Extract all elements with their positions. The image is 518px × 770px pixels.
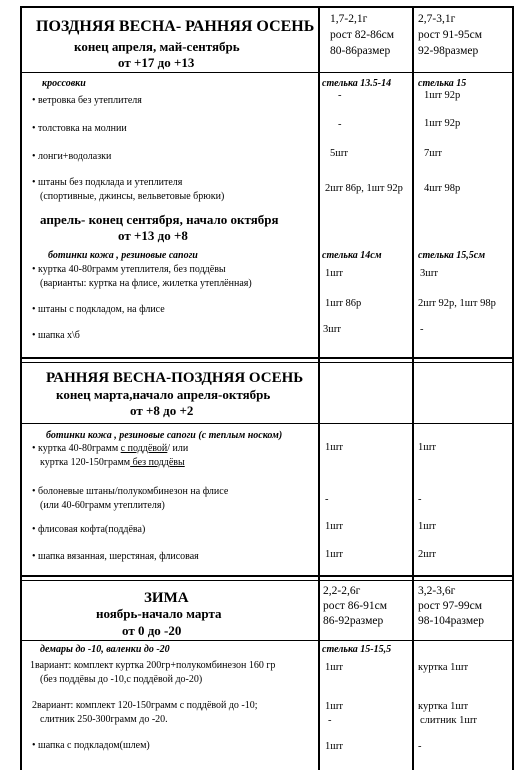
item-label: 1вариант: комплект куртка 200гр+полукомбинезон 160 гр — [30, 660, 276, 671]
size-col2-age: 2,7-3,1г — [418, 13, 456, 25]
size-col2-height: рост 91-95см — [418, 29, 483, 41]
row-divider — [20, 423, 514, 424]
list-item: • флисовая кофта(поддёва) — [32, 524, 146, 535]
item-qty-col2: 4шт 98р — [424, 183, 461, 194]
item-label: шапка вязанная, шерстяная, флисовая — [38, 551, 199, 562]
list-item — [30, 660, 275, 672]
section-months: ноябрь-начало марта — [96, 606, 222, 621]
list-item: • штаны с подкладом, на флисе — [32, 304, 165, 315]
column-divider-1 — [318, 6, 320, 770]
item-label-note: (или 40-60грамм утеплителя) — [40, 500, 165, 511]
size-col2-height: рост 97-99см — [418, 600, 483, 612]
item-qty-col1: - — [325, 494, 329, 505]
item-qty-col1: 1шт — [325, 268, 343, 279]
list-item: • ветровка без утеплителя — [32, 95, 142, 106]
item-label-underlined: без поддёвы — [130, 457, 185, 468]
shoes-label: демары до -10, валенки до -20 — [40, 644, 170, 655]
list-item: • шапка с подкладом(шлем) — [32, 740, 150, 751]
item-qty-col2: - — [418, 741, 422, 752]
insole-col2: стелька 15 — [418, 78, 467, 89]
row-divider — [20, 72, 514, 73]
item-qty-col2: куртка 1шт — [418, 662, 469, 673]
item-qty-col2: - — [418, 494, 422, 505]
section-title: РАННЯЯ ВЕСНА-ПОЗДНЯЯ ОСЕНЬ — [46, 370, 304, 386]
section-divider — [20, 575, 514, 577]
shoes-label: ботинки кожа , резиновые сапоги — [48, 250, 198, 261]
section-title: ЗИМА — [144, 590, 189, 606]
item-qty-col2: 7шт — [424, 148, 442, 159]
item-label: шапка с подкладом(шлем) — [38, 740, 150, 751]
item-label-underlined: с поддёвой — [120, 443, 168, 454]
item-qty-col1: 1шт — [325, 521, 343, 532]
item-label-note: (спортивные, джинсы, вельветовые брюки) — [40, 191, 225, 202]
size-col1-height: рост 86-91см — [323, 600, 388, 612]
item-qty-col1-extra: - — [328, 715, 332, 726]
list-item: • болоневые штаны/полукомбинезон на флисе — [32, 486, 229, 497]
item-qty-col1: - — [338, 90, 342, 101]
size-col1-size: 80-86размер — [330, 45, 391, 57]
list-item — [32, 700, 258, 712]
size-col2-age: 3,2-3,6г — [418, 585, 456, 597]
item-qty-col2: - — [420, 324, 424, 335]
item-qty-col1: 1шт — [325, 662, 343, 673]
list-item: • куртка 40-80грамм утеплителя, без поддёвы — [32, 264, 226, 275]
item-label-alt — [40, 457, 185, 469]
row-divider — [20, 580, 514, 581]
item-label: шапка х\б — [38, 330, 80, 341]
list-item: • куртка 40-80грамм с поддёвой/ или — [32, 443, 189, 454]
table-border-right — [512, 6, 514, 770]
list-item: • шапка х\б — [32, 330, 80, 341]
column-divider-2 — [412, 6, 414, 770]
item-label: толстовка на молнии — [38, 123, 127, 134]
section-divider — [20, 357, 514, 359]
item-qty-col2: куртка 1шт — [418, 701, 469, 712]
insole-col1: стелька 13.5-14 — [322, 78, 392, 89]
size-col2-size: 92-98размер — [418, 45, 479, 57]
shoes-label: кроссовки — [42, 78, 86, 89]
size-col1-age: 1,7-2,1г — [330, 13, 368, 25]
size-col1-age: 2,2-2,6г — [323, 585, 361, 597]
list-item: • штаны без подклада и утеплителя — [32, 177, 183, 188]
item-label: куртка 40-80грамм утеплителя, без поддёвы — [38, 264, 226, 275]
item-qty-col1: 5шт — [330, 148, 348, 159]
size-col1-height: рост 82-86см — [330, 29, 395, 41]
item-label: 2вариант: комплект 120-150грамм с поддёвой до -10; — [32, 700, 258, 711]
item-qty-col2-extra: слитник 1шт — [420, 715, 477, 726]
list-item: • шапка вязанная, шерстяная, флисовая — [32, 551, 199, 562]
item-qty-col2: 1шт 92р — [424, 90, 461, 101]
item-label: куртка 40-80грамм — [38, 443, 121, 454]
list-item: • лонги+водолазки — [32, 151, 112, 162]
item-label: лонги+водолазки — [38, 151, 112, 162]
row-divider — [20, 362, 514, 363]
item-qty-col1: 1шт — [325, 701, 343, 712]
insole-col1: стелька 14см — [322, 250, 382, 261]
item-label: штаны с подкладом, на флисе — [38, 304, 165, 315]
item-qty-col1: 2шт 86р, 1шт 92р — [325, 183, 403, 194]
item-label: / или — [167, 443, 189, 454]
subsection-temperature: от +13 до +8 — [118, 228, 188, 243]
item-qty-col2: 1шт — [418, 521, 436, 532]
item-qty-col1: 1шт 86р — [325, 298, 362, 309]
section-title: ПОЗДНЯЯ ВЕСНА- РАННЯЯ ОСЕНЬ — [36, 18, 315, 35]
item-label: флисовая кофта(поддёва) — [38, 524, 146, 535]
row-divider — [20, 640, 514, 641]
item-qty-col1: - — [338, 119, 342, 130]
insole-col1: стелька 15-15,5 — [322, 644, 392, 655]
table-border-top — [20, 6, 514, 8]
item-qty-col1: 1шт — [325, 741, 343, 752]
item-qty-col1: 3шт — [323, 324, 341, 335]
section-months: конец апреля, май-сентябрь — [74, 39, 240, 54]
item-qty-col1: 1шт — [325, 442, 343, 453]
size-col1-size: 86-92размер — [323, 615, 384, 627]
section-temperature: от +8 до +2 — [130, 403, 194, 418]
table-border-left — [20, 6, 22, 770]
size-col2-size: 98-104размер — [418, 615, 484, 627]
subsection-title: апрель- конец сентября, начало октября — [40, 212, 279, 227]
section-temperature: от 0 до -20 — [122, 623, 182, 638]
item-qty-col1: 1шт — [325, 549, 343, 560]
item-label-note: (варианты: куртка на флисе, жилетка утеплённая) — [40, 278, 252, 289]
item-label: куртка 120-150грамм — [40, 457, 131, 468]
item-qty-col2: 2шт — [418, 549, 436, 560]
section-months: конец марта,начало апреля-октябрь — [56, 387, 271, 402]
item-label: ветровка без утеплителя — [38, 95, 142, 106]
shoes-label: ботинки кожа , резиновые сапоги (с теплым носком) — [46, 430, 283, 441]
item-label: болоневые штаны/полукомбинезон на флисе — [38, 486, 229, 497]
list-item: • толстовка на молнии — [32, 123, 127, 134]
insole-col2: стелька 15,5см — [418, 250, 486, 261]
item-label: штаны без подклада и утеплителя — [38, 177, 183, 188]
item-qty-col2: 2шт 92р, 1шт 98р — [418, 298, 496, 309]
item-qty-col2: 1шт 92р — [424, 118, 461, 129]
section-temperature: от +17 до +13 — [118, 55, 195, 70]
item-qty-col2: 1шт — [418, 442, 436, 453]
item-qty-col2: 3шт — [420, 268, 438, 279]
item-label-note: слитник 250-300грамм до -20. — [40, 714, 168, 725]
item-label-note: (без поддёвы до -10,с поддёвой до-20) — [40, 674, 203, 685]
